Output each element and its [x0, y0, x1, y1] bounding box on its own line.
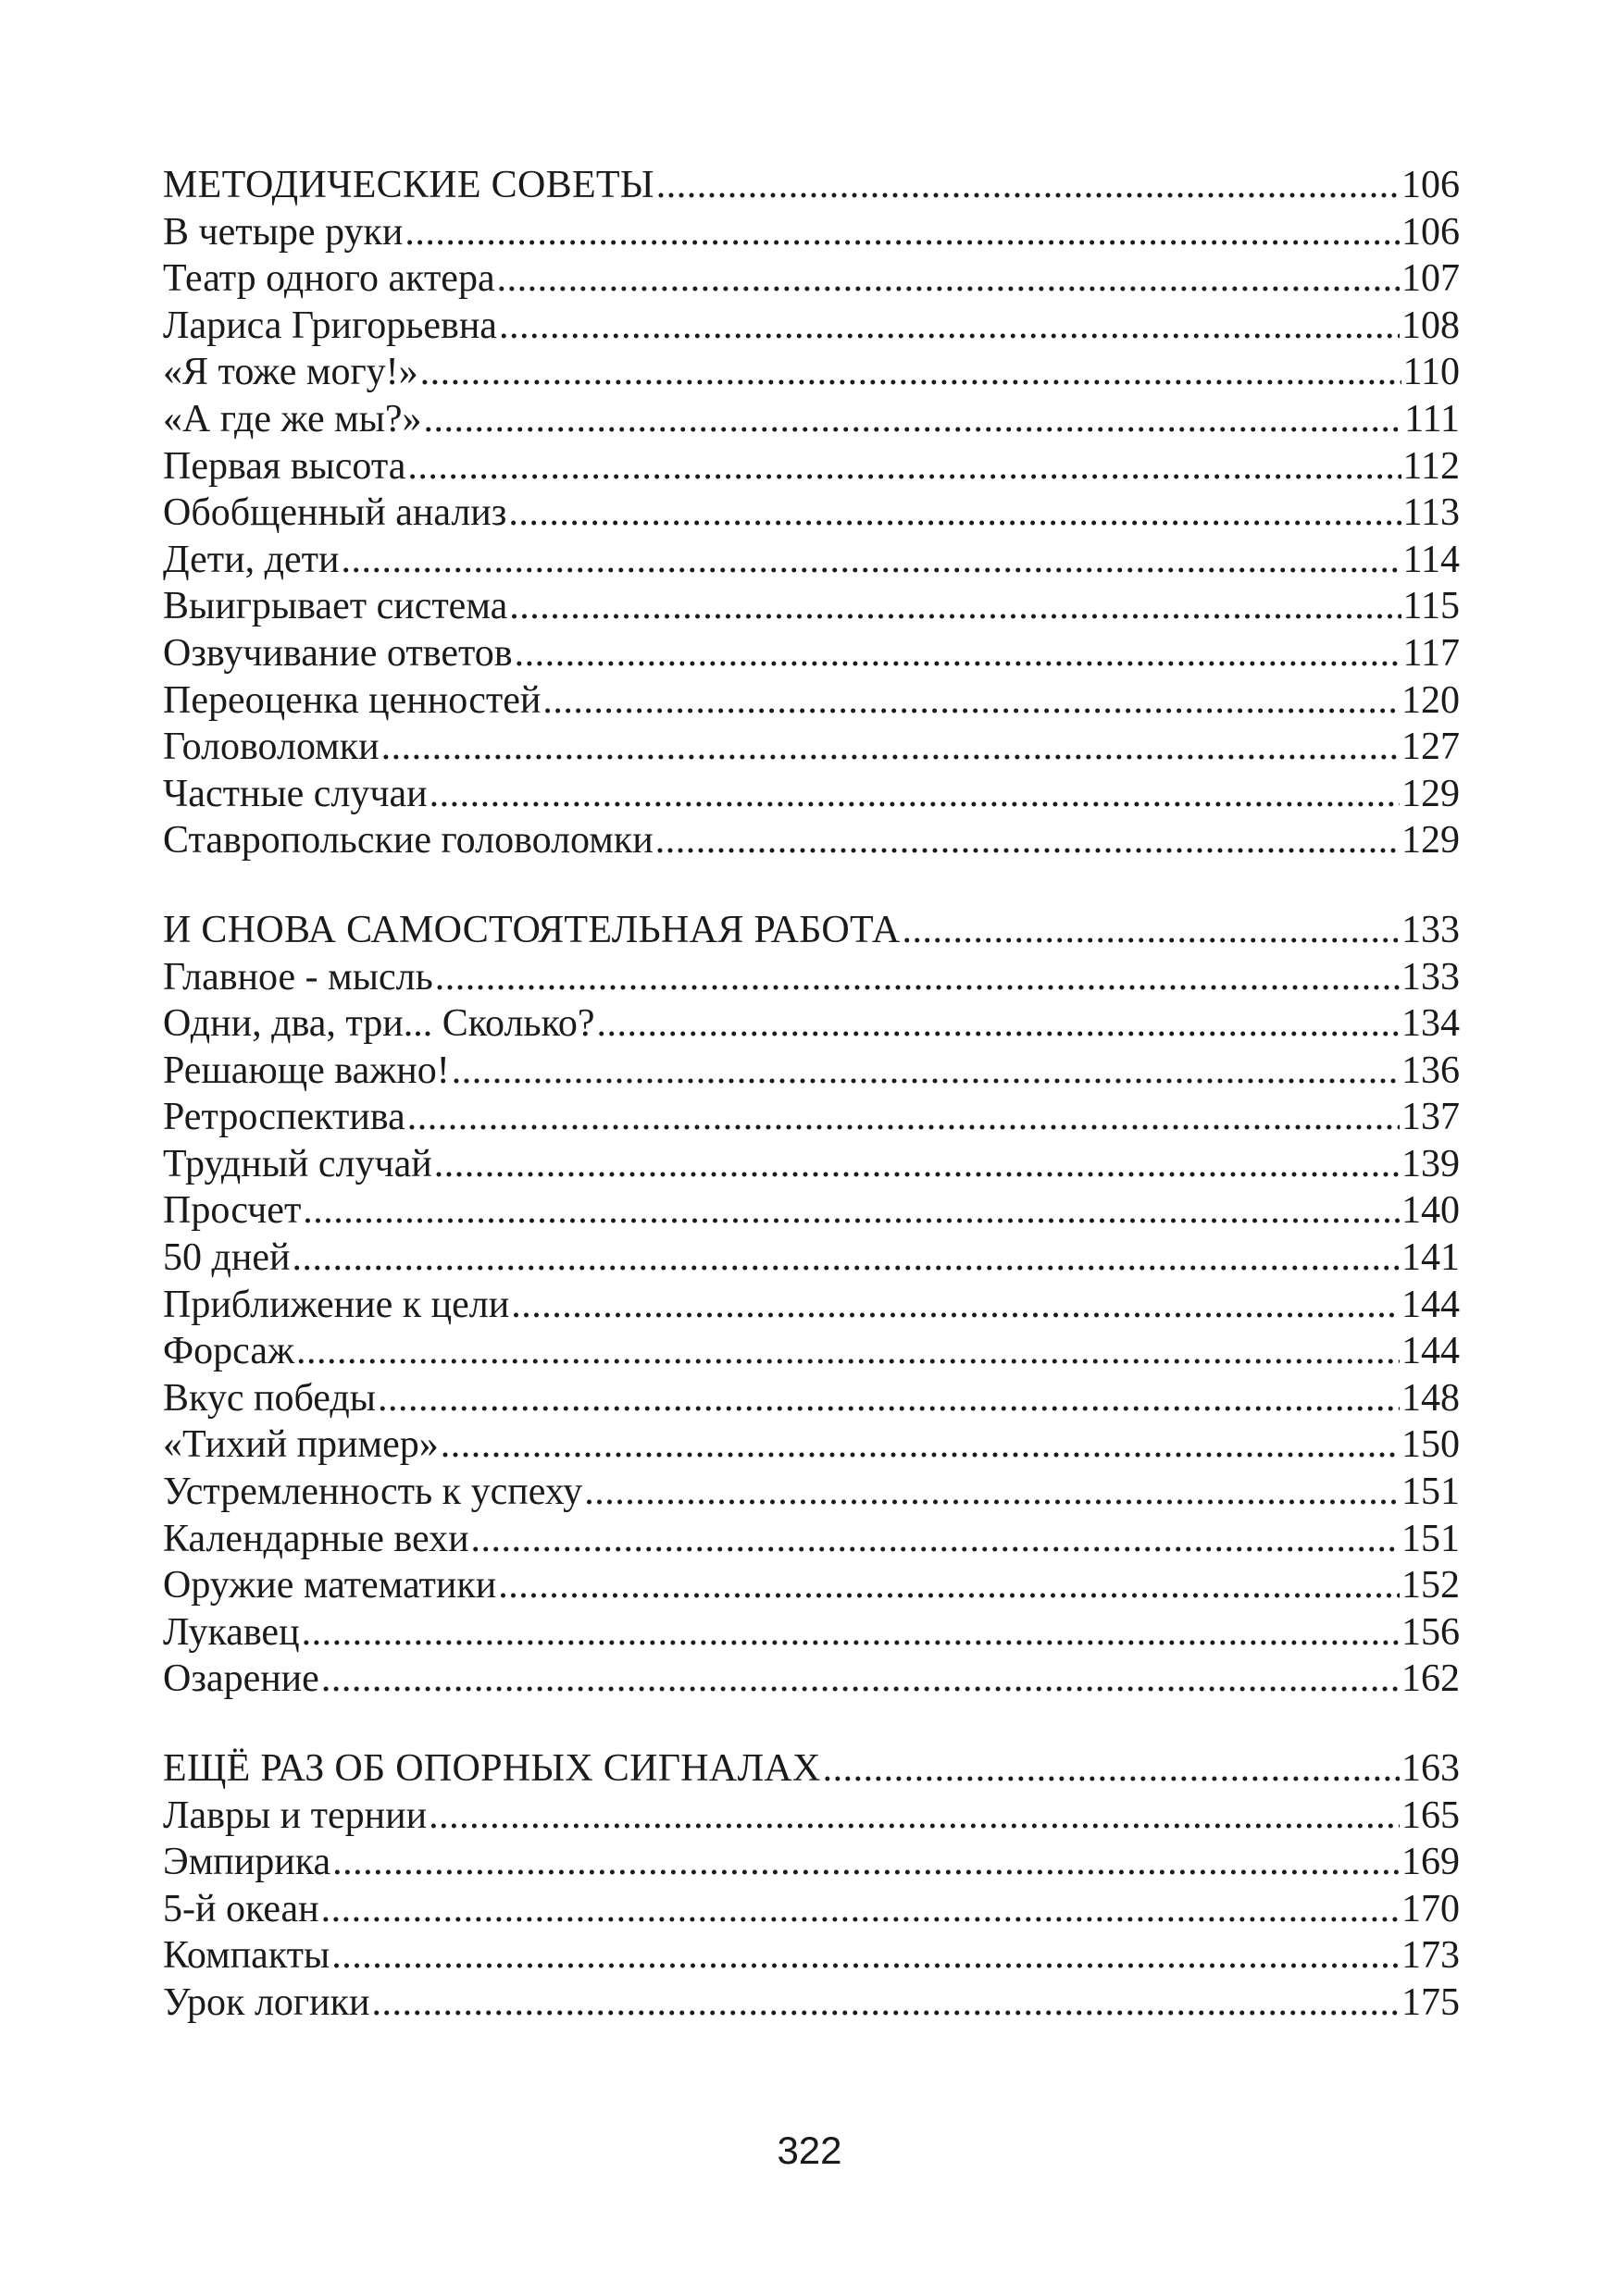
toc-entry-title: Лариса Григорьевна	[163, 304, 497, 347]
toc-entry-page: 156	[1401, 1610, 1460, 1654]
toc-entry-title: «А где же мы?»	[163, 397, 422, 441]
toc-entry-title: Выигрывает система	[163, 585, 508, 628]
dot-leader	[441, 1421, 1400, 1469]
toc-section-page: 106	[1401, 164, 1460, 206]
toc-entry-title: Обобщенный анализ	[163, 491, 507, 535]
toc-entry	[163, 537, 1460, 584]
toc-entry	[163, 1656, 1460, 1703]
toc-entry-title: Частные случаи	[163, 772, 428, 815]
toc-entry	[163, 1839, 1460, 1886]
toc-entry-page: 127	[1401, 726, 1460, 769]
toc-entry	[163, 1141, 1460, 1188]
toc-entry	[163, 1000, 1460, 1048]
toc-entry-title: Лукавец	[163, 1610, 300, 1654]
dot-leader	[597, 1000, 1401, 1048]
toc-entry-page: 151	[1401, 1471, 1460, 1514]
toc-entry-page: 151	[1401, 1517, 1460, 1560]
toc-entry	[163, 490, 1460, 537]
toc-entry	[163, 396, 1460, 443]
toc-entry-title: Главное - мысль	[163, 955, 433, 999]
toc-entry	[163, 303, 1460, 350]
toc-entry	[163, 1375, 1460, 1422]
page-number: 322	[777, 2128, 842, 2172]
toc-entry	[163, 677, 1460, 725]
toc-entry-title: Ретроспектива	[163, 1096, 405, 1139]
toc-entry-page: 144	[1401, 1330, 1460, 1373]
dot-leader	[497, 255, 1400, 303]
toc-entry	[163, 724, 1460, 771]
dot-leader	[823, 1745, 1400, 1793]
dot-leader	[499, 303, 1400, 350]
toc-entry	[163, 1048, 1460, 1095]
toc-entry-page: 133	[1401, 955, 1460, 999]
toc-entry-page: 152	[1401, 1564, 1460, 1607]
toc-entry-page: 162	[1401, 1657, 1460, 1701]
toc-entry-title: Решающе важно!	[163, 1049, 450, 1092]
toc-entry-title: Головоломки	[163, 726, 380, 769]
dot-leader	[435, 954, 1400, 1001]
toc-entry-title: Календарные вехи	[163, 1517, 469, 1560]
dot-leader	[303, 1187, 1400, 1235]
dot-leader	[452, 1048, 1400, 1095]
toc-section-title: ЕЩЁ РАЗ ОБ ОПОРНЫХ СИГНАЛАХ	[163, 1747, 821, 1790]
toc-entry	[163, 255, 1460, 303]
toc-entry-title: Вкус победы	[163, 1376, 376, 1420]
dot-leader	[429, 1793, 1400, 1840]
toc-entry	[163, 209, 1460, 256]
dot-leader	[656, 162, 1400, 209]
toc-entry-title: Переоценка ценностей	[163, 678, 542, 722]
toc-entry-page: 111	[1404, 397, 1460, 441]
toc-entry	[163, 1609, 1460, 1657]
toc-entry	[163, 1235, 1460, 1282]
table-of-contents	[163, 162, 1460, 2069]
toc-entry-title: Оружие математики	[163, 1564, 497, 1607]
dot-leader	[542, 677, 1400, 725]
toc-entry-page: 150	[1401, 1423, 1460, 1467]
toc-entry-title: Форсаж	[163, 1330, 294, 1373]
toc-entry-title: Компакты	[163, 1934, 330, 1978]
dot-leader	[515, 630, 1401, 677]
toc-entry-page: 139	[1401, 1142, 1460, 1185]
dot-leader	[498, 1562, 1400, 1609]
toc-entry-title: Озарение	[163, 1657, 319, 1701]
toc-entry-title: Урок логики	[163, 1980, 370, 2024]
toc-entry-page: 165	[1401, 1793, 1460, 1837]
toc-entry-title: Приближение к цели	[163, 1283, 510, 1326]
toc-entry	[163, 1469, 1460, 1516]
toc-entry-page: 144	[1401, 1283, 1460, 1326]
toc-entry-page: 173	[1401, 1934, 1460, 1978]
toc-section	[163, 1745, 1460, 2027]
dot-leader	[321, 1886, 1400, 1933]
toc-entry-title: «Я тоже могу!»	[163, 351, 418, 394]
toc-section	[163, 162, 1460, 864]
toc-entry-page: 110	[1402, 351, 1460, 394]
toc-entry-page: 148	[1401, 1376, 1460, 1420]
toc-entry	[163, 1328, 1460, 1375]
dot-leader	[584, 1469, 1400, 1516]
toc-entry-title: 50 дней	[163, 1236, 291, 1280]
toc-entry-page: 117	[1402, 631, 1460, 675]
dot-leader	[434, 1141, 1400, 1188]
toc-entry	[163, 1282, 1460, 1329]
toc-section-title: МЕТОДИЧЕСКИЕ СОВЕТЫ	[163, 164, 654, 206]
dot-leader	[405, 209, 1400, 256]
toc-entry-title: Просчет	[163, 1189, 302, 1233]
toc-entry	[163, 1187, 1460, 1235]
toc-entry-page: 141	[1401, 1236, 1460, 1280]
dot-leader	[509, 583, 1401, 630]
toc-entry-title: Первая высота	[163, 444, 406, 488]
toc-entry-page: 134	[1401, 1002, 1460, 1046]
dot-leader	[296, 1328, 1400, 1375]
toc-entry-page: 137	[1401, 1096, 1460, 1139]
toc-entry-title: Лавры и тернии	[163, 1793, 428, 1837]
toc-entry	[163, 630, 1460, 677]
dot-leader	[302, 1609, 1400, 1657]
dot-leader	[331, 1932, 1400, 1980]
toc-entry-page: 129	[1401, 819, 1460, 863]
toc-section-title: И СНОВА САМОСТОЯТЕЛЬНАЯ РАБОТА	[163, 908, 901, 951]
toc-entry-title: Ставропольские головоломки	[163, 819, 654, 863]
dot-leader	[341, 537, 1401, 584]
toc-entry-title: Театр одного актера	[163, 257, 495, 301]
dot-leader	[378, 1375, 1400, 1422]
dot-leader	[511, 1282, 1400, 1329]
toc-entry	[163, 443, 1460, 490]
toc-entry	[163, 1980, 1460, 2027]
toc-entry-title: Одни, два, три... Сколько?	[163, 1002, 595, 1046]
toc-entry-page: 140	[1401, 1189, 1460, 1233]
toc-entry-page: 120	[1401, 678, 1460, 722]
dot-leader	[655, 817, 1400, 864]
dot-leader	[407, 1094, 1400, 1141]
dot-leader	[332, 1839, 1400, 1886]
toc-entry-page: 114	[1402, 538, 1460, 581]
toc-entry-page: 115	[1402, 585, 1460, 628]
dot-leader	[430, 771, 1400, 818]
toc-entry-page: 113	[1402, 491, 1460, 535]
toc-entry	[163, 1793, 1460, 1840]
toc-entry-page: 136	[1401, 1049, 1460, 1092]
toc-entry-title: «Тихий пример»	[163, 1423, 439, 1467]
toc-entry-page: 108	[1401, 304, 1460, 347]
dot-leader	[381, 724, 1400, 771]
dot-leader	[471, 1516, 1400, 1563]
dot-leader	[292, 1235, 1400, 1282]
toc-entry-title: Эмпирика	[163, 1841, 331, 1884]
dot-leader	[424, 396, 1403, 443]
toc-entry	[163, 771, 1460, 818]
toc-entry	[163, 1094, 1460, 1141]
toc-entry-page: 169	[1401, 1841, 1460, 1884]
toc-section-page: 133	[1401, 908, 1460, 951]
toc-entry	[163, 1886, 1460, 1933]
toc-entry	[163, 1932, 1460, 1980]
toc-section-page: 163	[1401, 1747, 1460, 1790]
dot-leader	[321, 1656, 1400, 1703]
toc-entry-page: 112	[1402, 444, 1460, 488]
dot-leader	[903, 907, 1401, 954]
toc-entry-page: 175	[1401, 1980, 1460, 2024]
dot-leader	[420, 349, 1401, 396]
toc-entry-page: 170	[1401, 1887, 1460, 1930]
toc-entry-title: Устремленность к успеху	[163, 1471, 583, 1514]
toc-section-heading	[163, 1745, 1460, 1793]
toc-entry-title: В четыре руки	[163, 210, 404, 254]
toc-entry	[163, 349, 1460, 396]
dot-leader	[508, 490, 1401, 537]
toc-entry-page: 107	[1401, 257, 1460, 301]
toc-entry	[163, 583, 1460, 630]
toc-entry-title: Трудный случай	[163, 1142, 432, 1185]
toc-section	[163, 907, 1460, 1703]
toc-entry	[163, 817, 1460, 864]
toc-entry-page: 129	[1401, 772, 1460, 815]
toc-entry	[163, 954, 1460, 1001]
toc-section-heading	[163, 907, 1460, 954]
toc-entry	[163, 1516, 1460, 1563]
toc-entry-title: Озвучивание ответов	[163, 631, 513, 675]
toc-section-heading	[163, 162, 1460, 209]
toc-entry-title: Дети, дети	[163, 538, 340, 581]
dot-leader	[407, 443, 1401, 490]
toc-entry	[163, 1421, 1460, 1469]
toc-entry-page: 106	[1401, 210, 1460, 254]
toc-entry	[163, 1562, 1460, 1609]
toc-entry-title: 5-й океан	[163, 1887, 319, 1930]
dot-leader	[372, 1980, 1401, 2027]
